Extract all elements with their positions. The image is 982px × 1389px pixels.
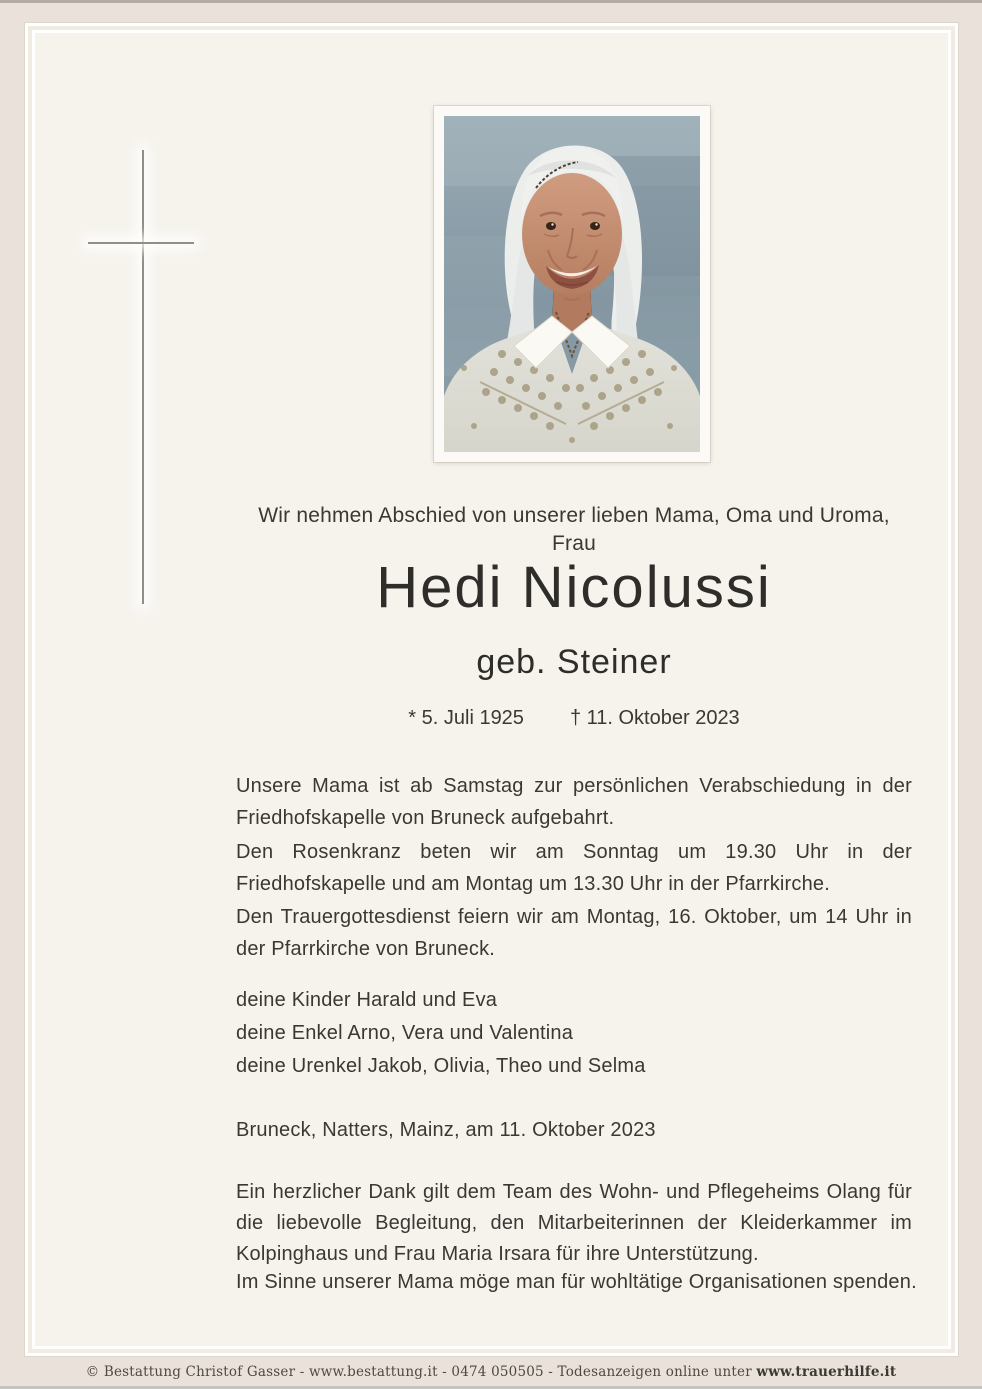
birth-date: * 5. Juli 1925: [408, 707, 524, 729]
intro-line: Wir nehmen Abschied von unserer lieben Mama, Oma und Uroma, Frau: [258, 504, 890, 555]
mourners-grandchildren: deine Enkel Arno, Vera und Valentina: [236, 1022, 574, 1044]
place-and-date: Bruneck, Natters, Mainz, am 11. Oktober 2023: [236, 1119, 656, 1141]
announcement-laying-out: Unsere Mama ist ab Samstag zur persönlichen Verabschiedung in der Friedhofskapelle von Bruneck aufgebahrt.: [236, 775, 912, 829]
memorial-cross-icon: [142, 150, 144, 604]
deceased-name: Hedi Nicolussi: [376, 555, 772, 620]
maiden-name: geb. Steiner: [476, 643, 672, 681]
footer-imprint: [0, 1362, 982, 1382]
memorial-cross-icon: [88, 242, 194, 244]
scan-edge-top: [0, 0, 982, 3]
announcement-funeral-service: Den Trauergottesdienst feiern wir am Montag, 16. Oktober, um 14 Uhr in der Pfarrkirche von Bruneck.: [236, 906, 912, 960]
life-dates: [236, 704, 912, 732]
donation-request: Im Sinne unserer Mama möge man für wohltätige Organisationen spenden.: [236, 1271, 917, 1293]
footer-link-trauerhilfe: www.trauerhilfe.it: [756, 1364, 897, 1380]
announcement-rosary: Den Rosenkranz beten wir am Sonntag um 19.30 Uhr in der Friedhofskapelle und am Montag um 13.30 Uhr in der Pfarrkirche.: [236, 841, 912, 895]
portrait-photo-frame: [434, 106, 710, 462]
mourners-children: deine Kinder Harald und Eva: [236, 989, 498, 1011]
death-date: † 11. Oktober 2023: [569, 707, 740, 729]
footer-text: © Bestattung Christof Gasser - www.bestattung.it - 0474 050505 - Todesanzeigen online unter: [85, 1364, 757, 1380]
mourners-great-grandchildren: deine Urenkel Jakob, Olivia, Theo und Selma: [236, 1055, 646, 1077]
thanks-paragraph: Ein herzlicher Dank gilt dem Team des Wohn- und Pflegeheims Olang für die liebevolle Begleitung, den Mitarbeiterinnen der Kleiderkammer im Kolpinghaus und Frau Maria Irsara für ihre Unterstützung.: [236, 1181, 912, 1265]
portrait-elderly-woman-photo: [444, 116, 700, 452]
